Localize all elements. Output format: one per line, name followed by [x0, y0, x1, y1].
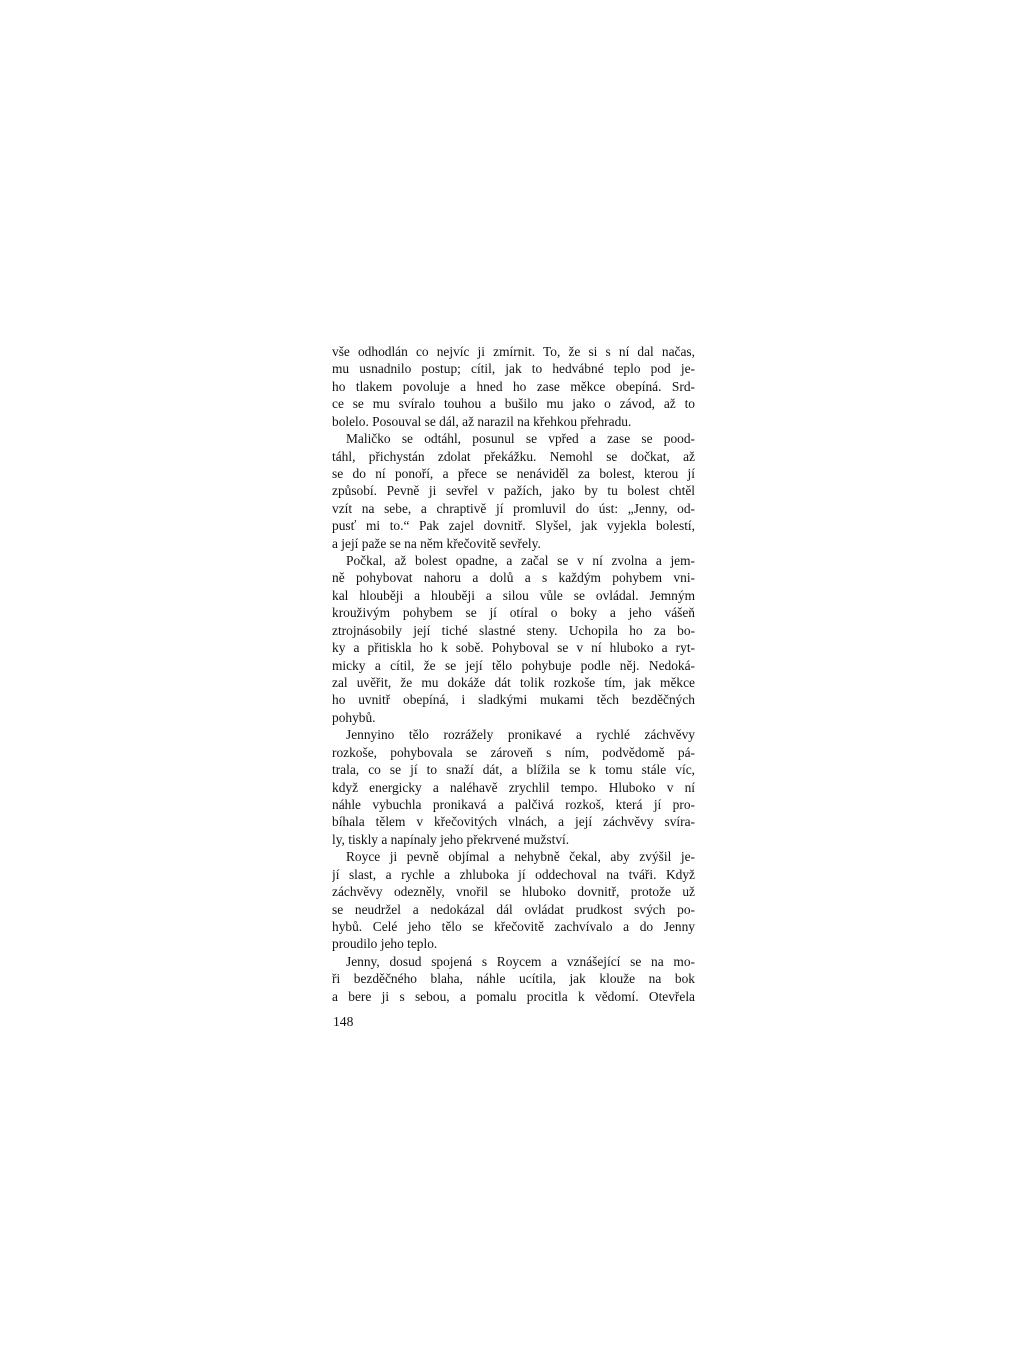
text-line: proudilo jeho teplo.: [332, 936, 438, 952]
text-line: se do ní ponoří, a přece se nenáviděl za bolest, kterou jí: [332, 465, 695, 481]
text-line: ce se mu svíralo touhou a bušilo mu jako o závod, až to: [332, 396, 695, 412]
text-line: Royce ji pevně objímal a nehybně čekal, aby zvýšil je-: [346, 849, 695, 865]
text-line: když energicky a naléhavě zrychlil tempo. Hluboko v ní: [332, 779, 695, 795]
text-line: pusť mi to.“ Pak zajel dovnitř. Slyšel, jak vyjekla bolestí,: [332, 518, 695, 534]
text-line: kal hlouběji a hlouběji a silou vůle se ovládal. Jemným: [332, 587, 695, 603]
text-line: ři bezděčného blaha, náhle ucítila, jak klouže na bok: [332, 971, 695, 987]
text-line: vše odhodlán co nejvíc ji zmírnit. To, že si s ní dal načas,: [332, 344, 695, 359]
paragraph: [332, 343, 695, 430]
paragraph: [332, 726, 695, 848]
text-line: micky a cítil, že se její tělo pohybuje podle něj. Nedoká-: [332, 657, 695, 673]
text-line: ně pohybovat nahoru a dolů a s každým pohybem vni-: [332, 570, 695, 586]
text-line: bolelo. Posouval se dál, až narazil na křehkou přehradu.: [332, 413, 632, 429]
text-line: krouživým pohybem se jí otíral o boky a jeho vášeň: [332, 605, 695, 621]
text-line: bíhala tělem v křečovitých vlnách, a její záchvěvy svíra-: [332, 814, 695, 830]
text-line: ztrojnásobily její tiché slastné steny. Uchopila ho za bo-: [332, 622, 695, 638]
text-line: zal uvěřit, že mu dokáže dát tolik rozkoše tím, jak měkce: [332, 675, 695, 691]
paragraph: [332, 848, 695, 953]
text-line: táhl, přichystán zdolat překážku. Nemohl se dočkat, až: [332, 448, 695, 464]
text-line: způsobí. Pevně ji sevřel v pažích, jako by tu bolest chtěl: [332, 483, 695, 499]
text-line: hybů. Celé jeho tělo se křečovitě zachvívalo a do Jenny: [332, 918, 695, 934]
text-line: ho tlakem povoluje a hned ho zase měkce obepíná. Srd-: [332, 378, 695, 394]
paragraph: [332, 953, 695, 1005]
text-line: trala, co se jí to snaží dát, a blížila se k tomu stále víc,: [332, 762, 695, 778]
paragraph: [332, 552, 695, 726]
text-line: Maličko se odtáhl, posunul se vpřed a zase se pood-: [346, 431, 695, 447]
text-line: vzít na sebe, a chraptivě jí promluvil do úst: „Jenny, od-: [332, 500, 695, 516]
paragraph: [332, 430, 695, 552]
text-line: jí slast, a rychle a zhluboka jí oddechoval na tváři. Když: [332, 866, 695, 882]
text-line: rozkoše, pohybovala se zároveň s ním, podvědomě pá-: [332, 744, 695, 760]
text-line: Počkal, až bolest opadne, a začal se v ní zvolna a jem-: [346, 553, 695, 569]
page-number: 148: [333, 1014, 354, 1029]
text-line: ho uvnitř obepíná, i sladkými mukami těch bezděčných: [332, 692, 695, 708]
text-line: se neudržel a nedokázal dál ovládat prudkost svých po-: [332, 901, 695, 917]
text-line: pohybů.: [332, 709, 376, 725]
text-line: záchvěvy odezněly, vnořil se hluboko dovnitř, protože už: [332, 884, 695, 900]
text-line: mu usnadnilo postup; cítil, jak to hedvábné teplo pod je-: [332, 361, 695, 377]
text-line: ly, tiskly a napínaly jeho překrvené mužství.: [332, 831, 570, 847]
text-line: a bere ji s sebou, a pomalu procitla k vědomí. Otevřela: [332, 988, 695, 1004]
text-block: [332, 343, 695, 1005]
text-line: Jennyino tělo rozrážely pronikavé a rychlé záchvěvy: [346, 727, 695, 743]
text-line: ky a přitiskla ho k sobě. Pohyboval se v ní hluboko a ryt-: [332, 640, 695, 656]
text-line: náhle vybuchla pronikavá a palčivá rozkoš, která jí pro-: [332, 796, 695, 812]
text-line: a její paže se na něm křečovitě sevřely.: [332, 535, 541, 551]
text-line: Jenny, dosud spojená s Roycem a vznášející se na mo-: [346, 953, 695, 969]
